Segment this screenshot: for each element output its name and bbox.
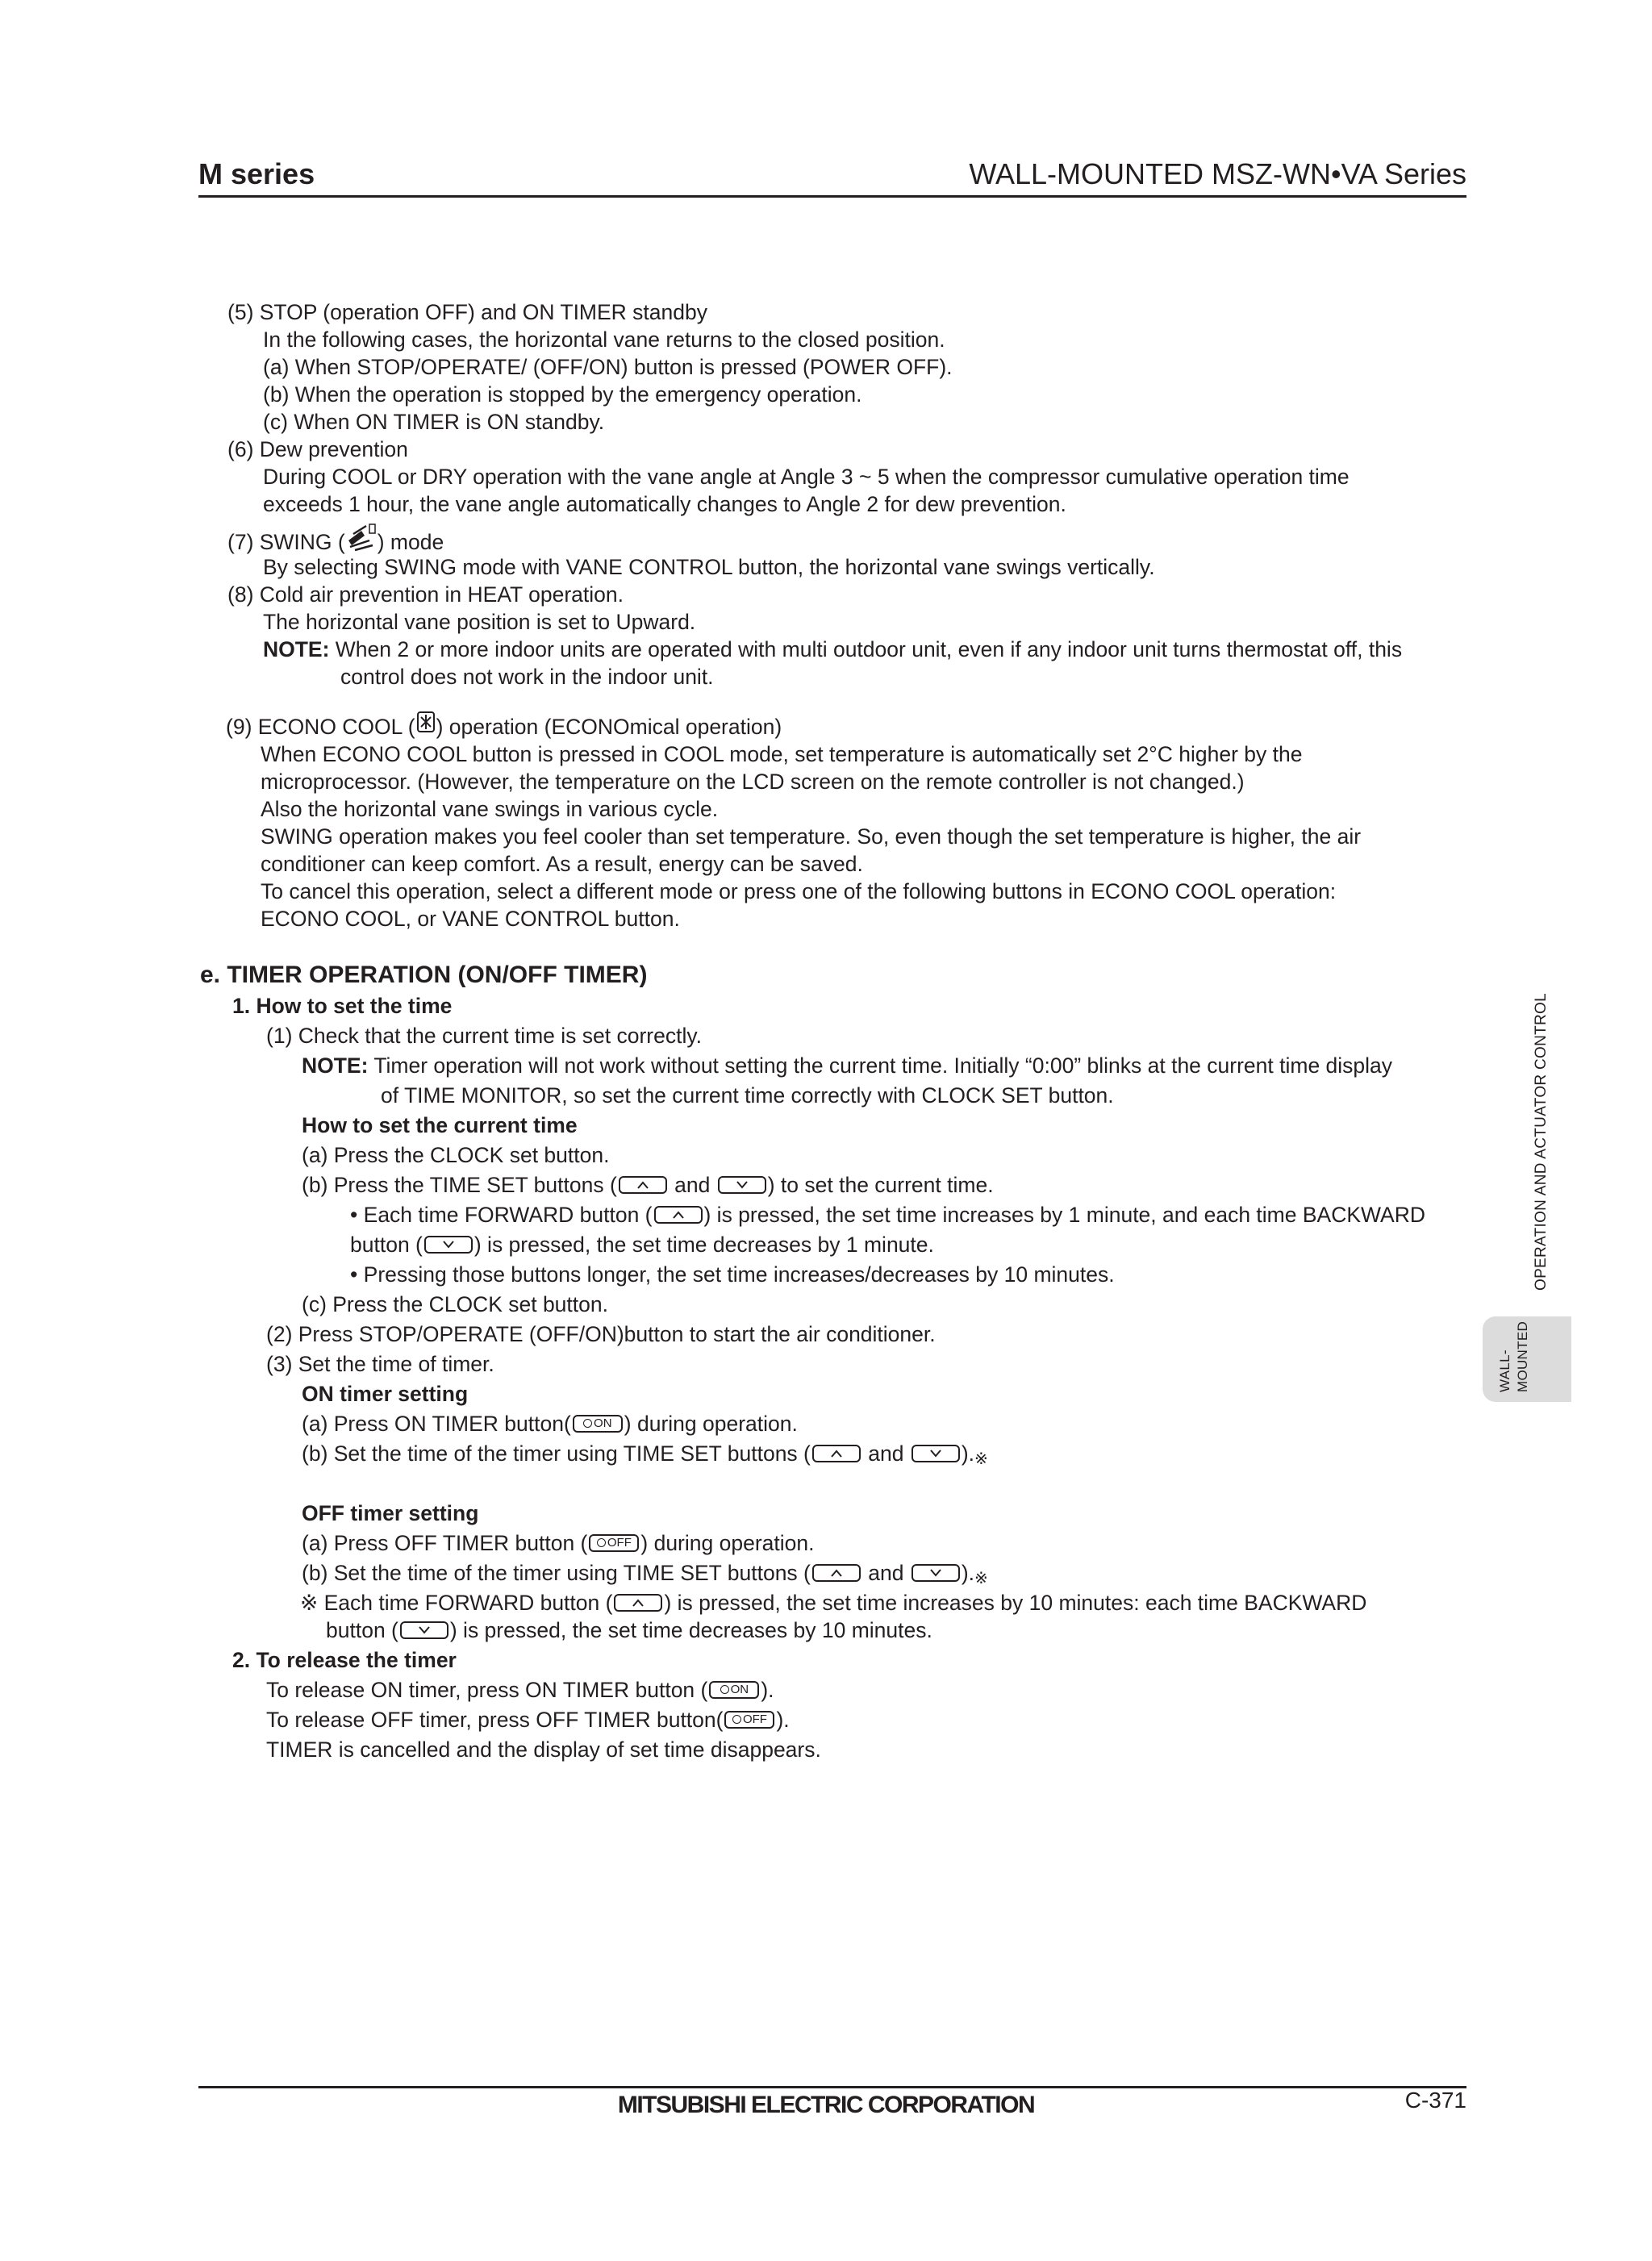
text-line (302, 1559, 988, 1589)
text-line: microprocessor. (However, the temperature on the LCD screen on the remote controller is not changed.) (261, 770, 1245, 794)
text-line: (b) When the operation is stopped by the emergency operation. (263, 382, 862, 407)
text-span: (7) SWING ( (227, 530, 345, 554)
text-span: (a) Press OFF TIMER button ( (302, 1531, 588, 1555)
text-line (326, 1616, 932, 1644)
text-line: When ECONO COOL button is pressed in COOL mode, set temperature is automatically set 2°C higher by the (261, 742, 1303, 766)
on-label: ON (730, 1683, 749, 1696)
clock-icon (597, 1538, 606, 1547)
text-span: ). (776, 1708, 790, 1732)
section-heading-timer: e. TIMER OPERATION (ON/OFF TIMER) (200, 962, 648, 988)
text-span: To release OFF timer, press OFF TIMER button( (266, 1708, 724, 1732)
text-line: (2) Press STOP/OPERATE (OFF/ON)button to start the air conditioner. (266, 1322, 936, 1346)
item-8-cold-air: (8) Cold air prevention in HEAT operation. (227, 582, 624, 607)
text-line: (3) Set the time of timer. (266, 1352, 494, 1376)
clock-icon (720, 1685, 729, 1694)
off-timer-button-icon (589, 1534, 639, 1552)
text-line (266, 1706, 790, 1733)
subheading-set-time: 1. How to set the time (232, 994, 453, 1018)
text-span: ) during operation. (624, 1412, 798, 1436)
text-line: control does not work in the indoor unit. (340, 665, 714, 689)
backward-button-icon (400, 1621, 448, 1639)
econo-cool-icon (415, 710, 436, 740)
side-tab-mounted: MOUNTED (1515, 1320, 1530, 1392)
text-span: ) mode (377, 530, 444, 554)
text-span: • Each time FORWARD button ( (350, 1203, 653, 1227)
text-line (302, 1529, 814, 1557)
note-label: NOTE: (263, 637, 330, 661)
text-span: ). (961, 1561, 975, 1585)
on-timer-button-icon (573, 1415, 623, 1433)
text-line: By selecting SWING mode with VANE CONTROL button, the horizontal vane swings vertically. (263, 555, 1155, 579)
header-rule (198, 195, 1466, 198)
text-line: exceeds 1 hour, the vane angle automatically changes to Angle 2 for dew prevention. (263, 492, 1066, 516)
header-model: WALL-MOUNTED MSZ-WN•VA Series (969, 157, 1466, 190)
text-line (266, 1676, 774, 1704)
text-line: of TIME MONITOR, so set the current time correctly with CLOCK SET button. (381, 1083, 1114, 1108)
text-line (350, 1231, 934, 1258)
text-line: The horizontal vane position is set to Upward. (263, 610, 696, 634)
forward-button-icon (654, 1206, 703, 1224)
text-span: ) operation (ECONOmical operation) (436, 715, 782, 739)
subheading-release-timer: 2. To release the timer (232, 1648, 457, 1672)
off-label: OFF (742, 1712, 767, 1726)
subheading-off-timer: OFF timer setting (302, 1501, 479, 1525)
note-line (263, 636, 1402, 663)
item-9-econo-cool (226, 713, 782, 744)
reference-mark: ※ (300, 1591, 319, 1615)
backward-button-icon (424, 1236, 473, 1254)
text-span: When 2 or more indoor units are operated with multi outdoor unit, even if any indoor unit turns thermostat off, this (329, 637, 1403, 661)
off-label: OFF (607, 1536, 632, 1550)
text-span: ) during operation. (640, 1531, 815, 1555)
text-line: To cancel this operation, select a different mode or press one of the following buttons in ECONO COOL operation: (261, 879, 1337, 903)
footer-corporation: MITSUBISHI ELECTRIC CORPORATION (617, 2092, 1035, 2118)
text-line: (1) Check that the current time is set correctly. (266, 1024, 702, 1048)
text-span: ). (761, 1678, 774, 1702)
header-series: M series (198, 157, 315, 190)
text-line (302, 1440, 988, 1470)
forward-button-icon (619, 1176, 667, 1194)
on-timer-button-icon (709, 1681, 759, 1699)
text-line: During COOL or DRY operation with the vane angle at Angle 3 ~ 5 when the compressor cumulative operation time (263, 465, 1350, 489)
subheading-on-timer: ON timer setting (302, 1382, 469, 1406)
on-label: ON (594, 1416, 612, 1430)
text-span: ) is pressed, the set time increases by 1 minute, and each time BACKWARD (703, 1203, 1425, 1227)
backward-button-icon (912, 1445, 960, 1462)
text-line: ECONO COOL, or VANE CONTROL button. (261, 907, 680, 931)
side-tab-wall: WALL- (1497, 1350, 1512, 1392)
backward-button-icon (718, 1176, 766, 1194)
text-span: ) to set the current time. (767, 1173, 994, 1197)
text-span: button ( (350, 1233, 423, 1257)
clock-icon (583, 1419, 592, 1428)
text-span: Timer operation will not work without setting the current time. Initially “0:00” blinks at the current time display (368, 1053, 1393, 1078)
text-span: ) is pressed, the set time increases by 10 minutes: each time BACKWARD (664, 1591, 1367, 1615)
text-line: (a) Press the CLOCK set button. (302, 1143, 610, 1167)
text-span: ). (961, 1441, 975, 1466)
text-span: (a) Press ON TIMER button( (302, 1412, 571, 1436)
text-line: (c) Press the CLOCK set button. (302, 1292, 608, 1316)
text-span: button ( (326, 1618, 398, 1642)
footnote-line (300, 1589, 1366, 1616)
text-span: and (861, 1441, 910, 1466)
reference-mark: ※ (974, 1450, 988, 1468)
text-span: To release ON timer, press ON TIMER button ( (266, 1678, 708, 1702)
text-span: Each time FORWARD button ( (323, 1591, 613, 1615)
item-5-stop: (5) STOP (operation OFF) and ON TIMER standby (227, 300, 707, 324)
text-span: (b) Set the time of the timer using TIME SET buttons ( (302, 1561, 811, 1585)
page-number: C-371 (1404, 2088, 1466, 2113)
clock-icon (732, 1715, 741, 1724)
text-span: ) is pressed, the set time decreases by 10 minutes. (449, 1618, 932, 1642)
forward-button-icon (812, 1564, 861, 1582)
forward-button-icon (614, 1594, 662, 1612)
reference-mark: ※ (974, 1570, 988, 1587)
note-label: NOTE: (302, 1053, 369, 1078)
text-line: Also the horizontal vane swings in various cycle. (261, 797, 719, 821)
note-line (302, 1052, 1392, 1079)
backward-button-icon (912, 1564, 960, 1582)
text-span: and (861, 1561, 910, 1585)
bullet-line (350, 1201, 1425, 1229)
off-timer-button-icon (724, 1711, 774, 1729)
forward-button-icon (812, 1445, 861, 1462)
text-line: In the following cases, the horizontal vane returns to the closed position. (263, 327, 945, 352)
text-line: SWING operation makes you feel cooler than set temperature. So, even though the set temperature is higher, the air (261, 824, 1362, 849)
text-line: (c) When ON TIMER is ON standby. (263, 410, 605, 434)
side-label-main: OPERATION AND ACTUATOR CONTROL (1533, 993, 1550, 1291)
text-span: (b) Press the TIME SET buttons ( (302, 1173, 617, 1197)
text-span: ) is pressed, the set time decreases by 1 minute. (473, 1233, 934, 1257)
text-span: and (668, 1173, 716, 1197)
text-line: TIMER is cancelled and the display of set time disappears. (266, 1737, 821, 1762)
text-line (302, 1171, 994, 1199)
text-line: conditioner can keep comfort. As a result, energy can be saved. (261, 852, 863, 876)
text-span: (b) Set the time of the timer using TIME SET buttons ( (302, 1441, 811, 1466)
text-line (302, 1410, 798, 1437)
subheading-current-time: How to set the current time (302, 1113, 578, 1137)
footer-rule (198, 2086, 1466, 2088)
item-6-dew: (6) Dew prevention (227, 437, 408, 461)
text-span: (9) ECONO COOL ( (226, 715, 415, 739)
bullet-line: • Pressing those buttons longer, the set time increases/decreases by 10 minutes. (350, 1262, 1115, 1287)
text-line: (a) When STOP/OPERATE/ (OFF/ON) button is pressed (POWER OFF). (263, 355, 953, 379)
